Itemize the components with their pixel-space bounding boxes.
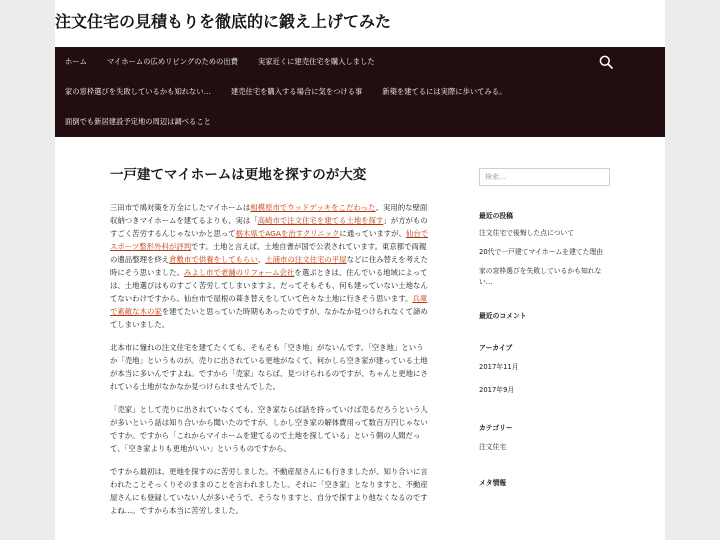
recent-post-item[interactable]: 20代で一戸建てマイホームを建てた理由 — [479, 248, 604, 256]
text: 、 — [257, 255, 266, 264]
meta-title: メタ情報 — [479, 479, 507, 487]
link-hyogo[interactable]: 兵庫で素敵な木の家 — [110, 294, 428, 316]
nav-item-walk-around[interactable]: 新築を建てるには実際に歩いてみる。 — [382, 87, 507, 96]
post-paragraph-1 — [110, 201, 430, 331]
nav-item-buying-tips[interactable]: 建売住宅を購入する場合に気をつける事 — [230, 87, 363, 96]
nav-item-home[interactable]: ホーム — [65, 57, 87, 66]
post-paragraph-2: 北本市に憧れの注文住宅を建てたくても、そもそも「空き地」がないんです。「空き地」というか「売地」というものが。売りに出されている更地がなくて、何かしら空き家が建っている土地が本当に多いんですよね。ですから「売家」ならば、見つけられるのですが、ちゃんと更地にされている土地がなかなか見つけられませんでした。 — [110, 343, 428, 391]
link-tsuchiura[interactable]: 土浦市の注文住宅の平屋 — [265, 255, 347, 264]
site-title[interactable]: 注文住宅の見積もりを徹底的に鍛え上げてみた — [55, 12, 392, 31]
link-miyoshi[interactable]: みよし市で老舗のリフォーム会社 — [183, 268, 295, 277]
text: 三田市で鳩対策を万全にしたマイホームは — [110, 203, 251, 212]
recent-comments-title: 最近のコメント — [479, 312, 527, 320]
link-kurashiki[interactable]: 倉敷市で供養をしてもらい — [169, 255, 258, 264]
recent-post-item[interactable]: 注文住宅で後悔した点について — [479, 229, 575, 237]
categories-title: カテゴリー — [479, 424, 513, 432]
nav-row-3 — [55, 107, 221, 137]
nav-item-built-house[interactable]: 実家近くに建売住宅を購入しました — [257, 57, 375, 66]
post-title: 一戸建てマイホームは更地を探すのが大変 — [110, 167, 367, 183]
main-content — [110, 163, 430, 527]
text: を選ぶときは、住んでいる地域によっては、土地選びはものすごく苦労してしまいますよ。だってそもそも、何も建っていない土地なんてないわけですから。仙台市で屋根の葺き替えをしていて色々な土地に行きそう思います。 — [110, 268, 428, 303]
sidebar — [479, 168, 611, 495]
post-paragraph-3: 「売家」として売りに出されていなくても、空き家ならば話を持っていけば売るだろうという人が多いという話は知り合いから聞いたのですが、しかし空き家の解体費用って数百万円じゃないですか。ですから「これからマイホームを建てるので土地を探している」という側の人間だって、「空き家よりも更地がいい」というものですから。 — [110, 405, 428, 453]
link-sendai[interactable]: 仙台でスポーツ整形外科が評判 — [110, 229, 429, 251]
search-input[interactable] — [479, 168, 610, 186]
archives-title: アーカイブ — [479, 344, 513, 352]
link-sagamihara[interactable]: 相模原市でウッドデッキをこだわった — [250, 203, 376, 212]
archive-item[interactable]: 2017年11月 — [479, 363, 519, 371]
link-takasaki[interactable]: 高崎市で注文住宅を建てる土地を探す — [257, 216, 384, 225]
nav-item-living-cost[interactable]: マイホームの広めリビングのための出費 — [106, 57, 238, 66]
text: 」が方がものすごく苦労するんじゃないかと思って — [110, 216, 428, 238]
nav-item-neighborhood[interactable]: 面倒でも新居建設予定地の周辺は調べること — [65, 117, 211, 126]
text: に通っていますが、 — [339, 229, 406, 238]
nav-row-2 — [55, 77, 516, 107]
link-tochigi[interactable]: 栃木県でAGAを治すクリニック — [235, 229, 340, 238]
main-navigation — [55, 47, 665, 137]
search-placeholder: 検索… — [485, 173, 506, 181]
archive-item[interactable]: 2017年9月 — [479, 386, 515, 394]
recent-post-item[interactable]: 家の窓枠選びを失敗しているかも知れない… — [479, 267, 602, 286]
text: などに住み替えを考えた時にそう思いました。 — [110, 255, 428, 277]
nav-row-1 — [55, 47, 385, 77]
post-paragraph-4: ですから最初は、更地を探すのに苦労しました。不動産屋さんにも行きましたが、知り合いに言われたことそっくりそのままのことを言われましたし。それに「空き家」となりますと、不動産屋さんにも登録していない人が多いそうで、そうなりますと、自分で探すより他なくなるのですよね…。ですから本当に苦労しました。 — [110, 467, 428, 515]
category-item[interactable]: 注文住宅 — [479, 443, 507, 451]
search-icon[interactable] — [599, 55, 613, 69]
text: です。土地と言えば、土地自書が国で公表されています。東京都で両親の遺品整理を終え — [110, 242, 427, 264]
text: を建てたいと思っていた時期もあったのですが、なかなか見つけられなくて諦めてしまいました。 — [110, 307, 428, 329]
recent-posts-title: 最近の投稿 — [479, 212, 513, 220]
nav-item-window-frame[interactable]: 家の窓枠選びを失敗しているかも知れない… — [65, 87, 211, 96]
text: 、実用的な壁面収納つきマイホームを建てるよりも、実は「 — [110, 203, 428, 225]
